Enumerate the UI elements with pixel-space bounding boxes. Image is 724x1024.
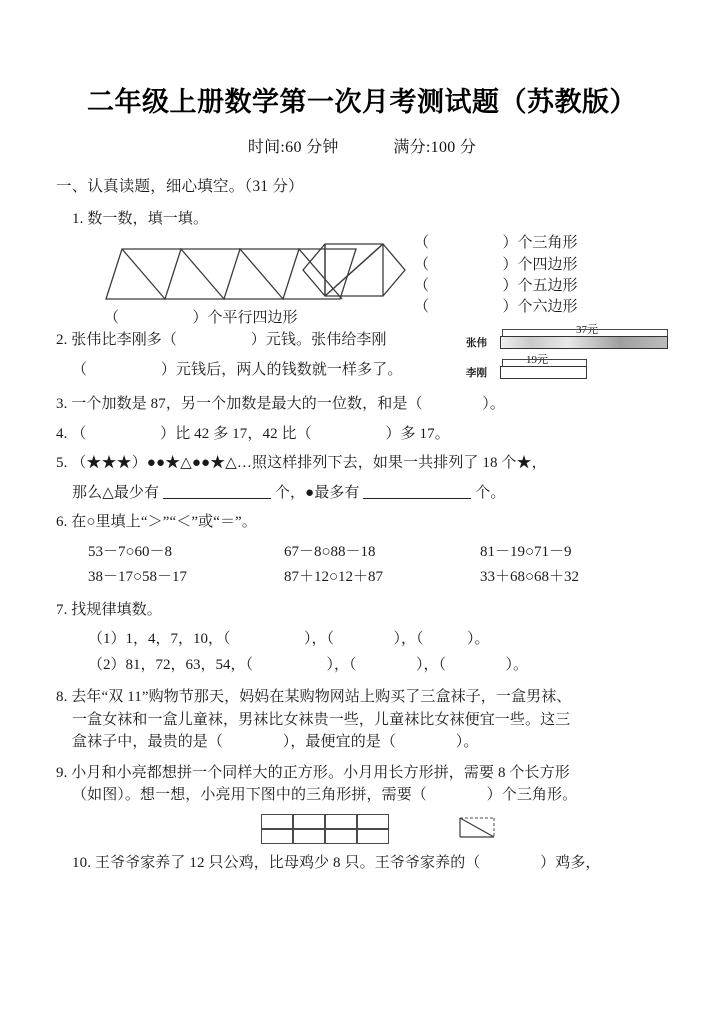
question-8-line-3 xyxy=(56,731,672,754)
q9-text-a: （如图）。想一想，小亮用下图中的三角形拼，需要（ xyxy=(72,787,427,804)
money-row-ligang xyxy=(466,355,678,385)
q10-text-b: ）鸡多， xyxy=(540,854,601,871)
q8-text-a: 盒袜子中，最贵的是（ xyxy=(72,734,224,751)
q4-text-b: ）比 42 多 17，42 比（ xyxy=(160,425,312,442)
paren-open: （ xyxy=(414,256,430,273)
q7-end: ）。 xyxy=(505,656,529,673)
question-3 xyxy=(56,393,672,416)
q3-text-b: ）。 xyxy=(482,396,505,413)
answer-underline-circle[interactable] xyxy=(363,485,471,499)
bar-ligang xyxy=(500,366,587,379)
grid-cell xyxy=(325,814,357,829)
blank-hexagon[interactable] xyxy=(414,297,578,318)
q7-seq-2: （2）81，72，63，54，（ xyxy=(88,656,254,673)
q2-text-a: 2. 张伟比李刚多（ xyxy=(56,332,178,349)
question-2 xyxy=(56,324,672,393)
blank-quadrilateral[interactable] xyxy=(414,255,578,276)
parallelogram-blank[interactable] xyxy=(104,307,298,330)
q5-text-b: 个，●最多有 xyxy=(274,484,360,501)
paren-close-label: ）个六边形 xyxy=(502,299,578,316)
money-comparison-figure xyxy=(466,325,678,385)
blank-triangle[interactable] xyxy=(414,233,578,254)
money-row-zhangwei xyxy=(466,325,678,355)
q9-text-b: ）个三角形。 xyxy=(486,787,578,804)
page-title: 二年级上册数学第一次月考测试题（苏教版） xyxy=(87,87,637,118)
question-7-prompt: 7. 找规律填数。 xyxy=(56,601,162,618)
question-7-item-1 xyxy=(56,628,672,651)
hexagon-figure xyxy=(301,239,407,301)
grid-cell xyxy=(261,814,293,829)
rectangle-grid-figure xyxy=(261,814,389,844)
compare-expression[interactable]: 81－19○71－9 xyxy=(480,543,572,560)
question-4 xyxy=(56,423,672,446)
question-9-figures xyxy=(56,814,672,848)
question-1-blank-list xyxy=(414,233,578,318)
grid-cell xyxy=(325,829,357,844)
person1-amount: 37元 xyxy=(576,324,598,337)
compare-expression[interactable]: 33＋68○68＋32 xyxy=(480,569,580,586)
question-6-prompt: 6. 在○里填上“＞”“＜”或“＝”。 xyxy=(56,514,257,531)
question-2-line-2 xyxy=(56,359,456,382)
person2-label: 李刚 xyxy=(466,367,487,380)
paren-close-label: ）个平行四边形 xyxy=(192,310,298,327)
q7-sep: ），（ xyxy=(416,656,447,673)
paren-close-label: ）个五边形 xyxy=(502,278,578,295)
q10-text-a: 10. 王爷爷家养了 12 只公鸡，比母鸡少 8 只。王爷爷家养的（ xyxy=(72,854,481,871)
question-2-text xyxy=(56,329,456,381)
question-7-item-2 xyxy=(56,654,672,677)
q8-text-b: ），最便宜的是（ xyxy=(282,734,397,751)
question-8-line-1: 8. 去年“双 11”购物节那天，妈妈在某购物网站上购买了三盒袜子，一盒男袜、 xyxy=(56,689,572,706)
q8-text-c: ）。 xyxy=(455,734,479,751)
time-limit: 时间:60 分钟 xyxy=(247,138,339,156)
compare-expression[interactable]: 87＋12○12＋87 xyxy=(284,569,384,586)
question-8-line-2: 一盒女袜和一盒儿童袜，男袜比女袜贵一些，儿童袜比女袜便宜一些。这三 xyxy=(72,711,571,728)
section-heading: 一、认真读题，细心填空。（31 分） xyxy=(56,177,304,195)
q7-seq-1: （1）1，4，7，10，（ xyxy=(88,631,231,648)
bar-zhangwei xyxy=(500,336,668,349)
q2-text-c: （ xyxy=(72,361,88,378)
q7-end: ）。 xyxy=(467,631,490,648)
blank-pentagon[interactable] xyxy=(414,276,578,297)
paren-open: （ xyxy=(414,235,430,252)
exam-content xyxy=(0,175,724,875)
paren-close-label: ）个四边形 xyxy=(502,256,578,273)
q2-text-d: ）元钱后，两人的钱数就一样多了。 xyxy=(160,361,403,378)
question-9-line-1: 9. 小月和小亮都想拼一个同样大的正方形。小月用长方形拼，需要 8 个长方形 xyxy=(56,764,570,781)
question-2-line-1 xyxy=(56,329,456,352)
paren-open: （ xyxy=(104,310,120,327)
q7-sep: ），（ xyxy=(393,631,424,648)
compare-expression[interactable]: 67－8○88－18 xyxy=(284,543,376,560)
question-10 xyxy=(56,852,672,875)
grid-cell xyxy=(293,814,325,829)
q4-text-a: 4. （ xyxy=(56,425,87,442)
q2-text-b: ）元钱。张伟给李刚 xyxy=(250,332,387,349)
person1-label: 张伟 xyxy=(466,337,487,350)
q5-text-a: 那么△最少有 xyxy=(72,484,160,501)
question-9-line-2 xyxy=(56,784,672,807)
total-score: 满分:100 分 xyxy=(393,138,477,156)
question-5-line-1: 5. （★★★）●●★△●●★△…照这样排列下去，如果一共排列了 18 个★， xyxy=(56,455,547,472)
q4-text-c: ）多 17。 xyxy=(385,425,450,442)
q3-text-a: 3. 一个加数是 87，另一个加数是最大的一位数，和是（ xyxy=(56,396,423,413)
q5-text-c: 个。 xyxy=(475,484,506,501)
question-5-line-2 xyxy=(56,482,672,505)
paren-open: （ xyxy=(414,278,430,295)
answer-underline-triangle[interactable] xyxy=(163,485,271,499)
q7-sep: ），（ xyxy=(304,631,335,648)
question-1-prompt: 1. 数一数，填一填。 xyxy=(72,210,209,227)
compare-expression[interactable]: 38－17○58－17 xyxy=(88,569,188,586)
grid-cell xyxy=(357,814,389,829)
grid-cell xyxy=(261,829,293,844)
grid-cell xyxy=(357,829,389,844)
q7-sep: ），（ xyxy=(326,656,357,673)
triangle-unit-figure xyxy=(458,816,498,840)
compare-expression[interactable]: 53－7○60－8 xyxy=(88,543,173,560)
question-6-row-1 xyxy=(56,541,672,564)
exam-meta xyxy=(0,134,724,157)
person2-amount: 19元 xyxy=(526,354,548,367)
paren-open: （ xyxy=(414,299,430,316)
question-1-figures xyxy=(56,237,672,329)
question-6-row-2 xyxy=(56,566,672,589)
grid-cell xyxy=(293,829,325,844)
paren-close-label: ）个三角形 xyxy=(502,235,578,252)
